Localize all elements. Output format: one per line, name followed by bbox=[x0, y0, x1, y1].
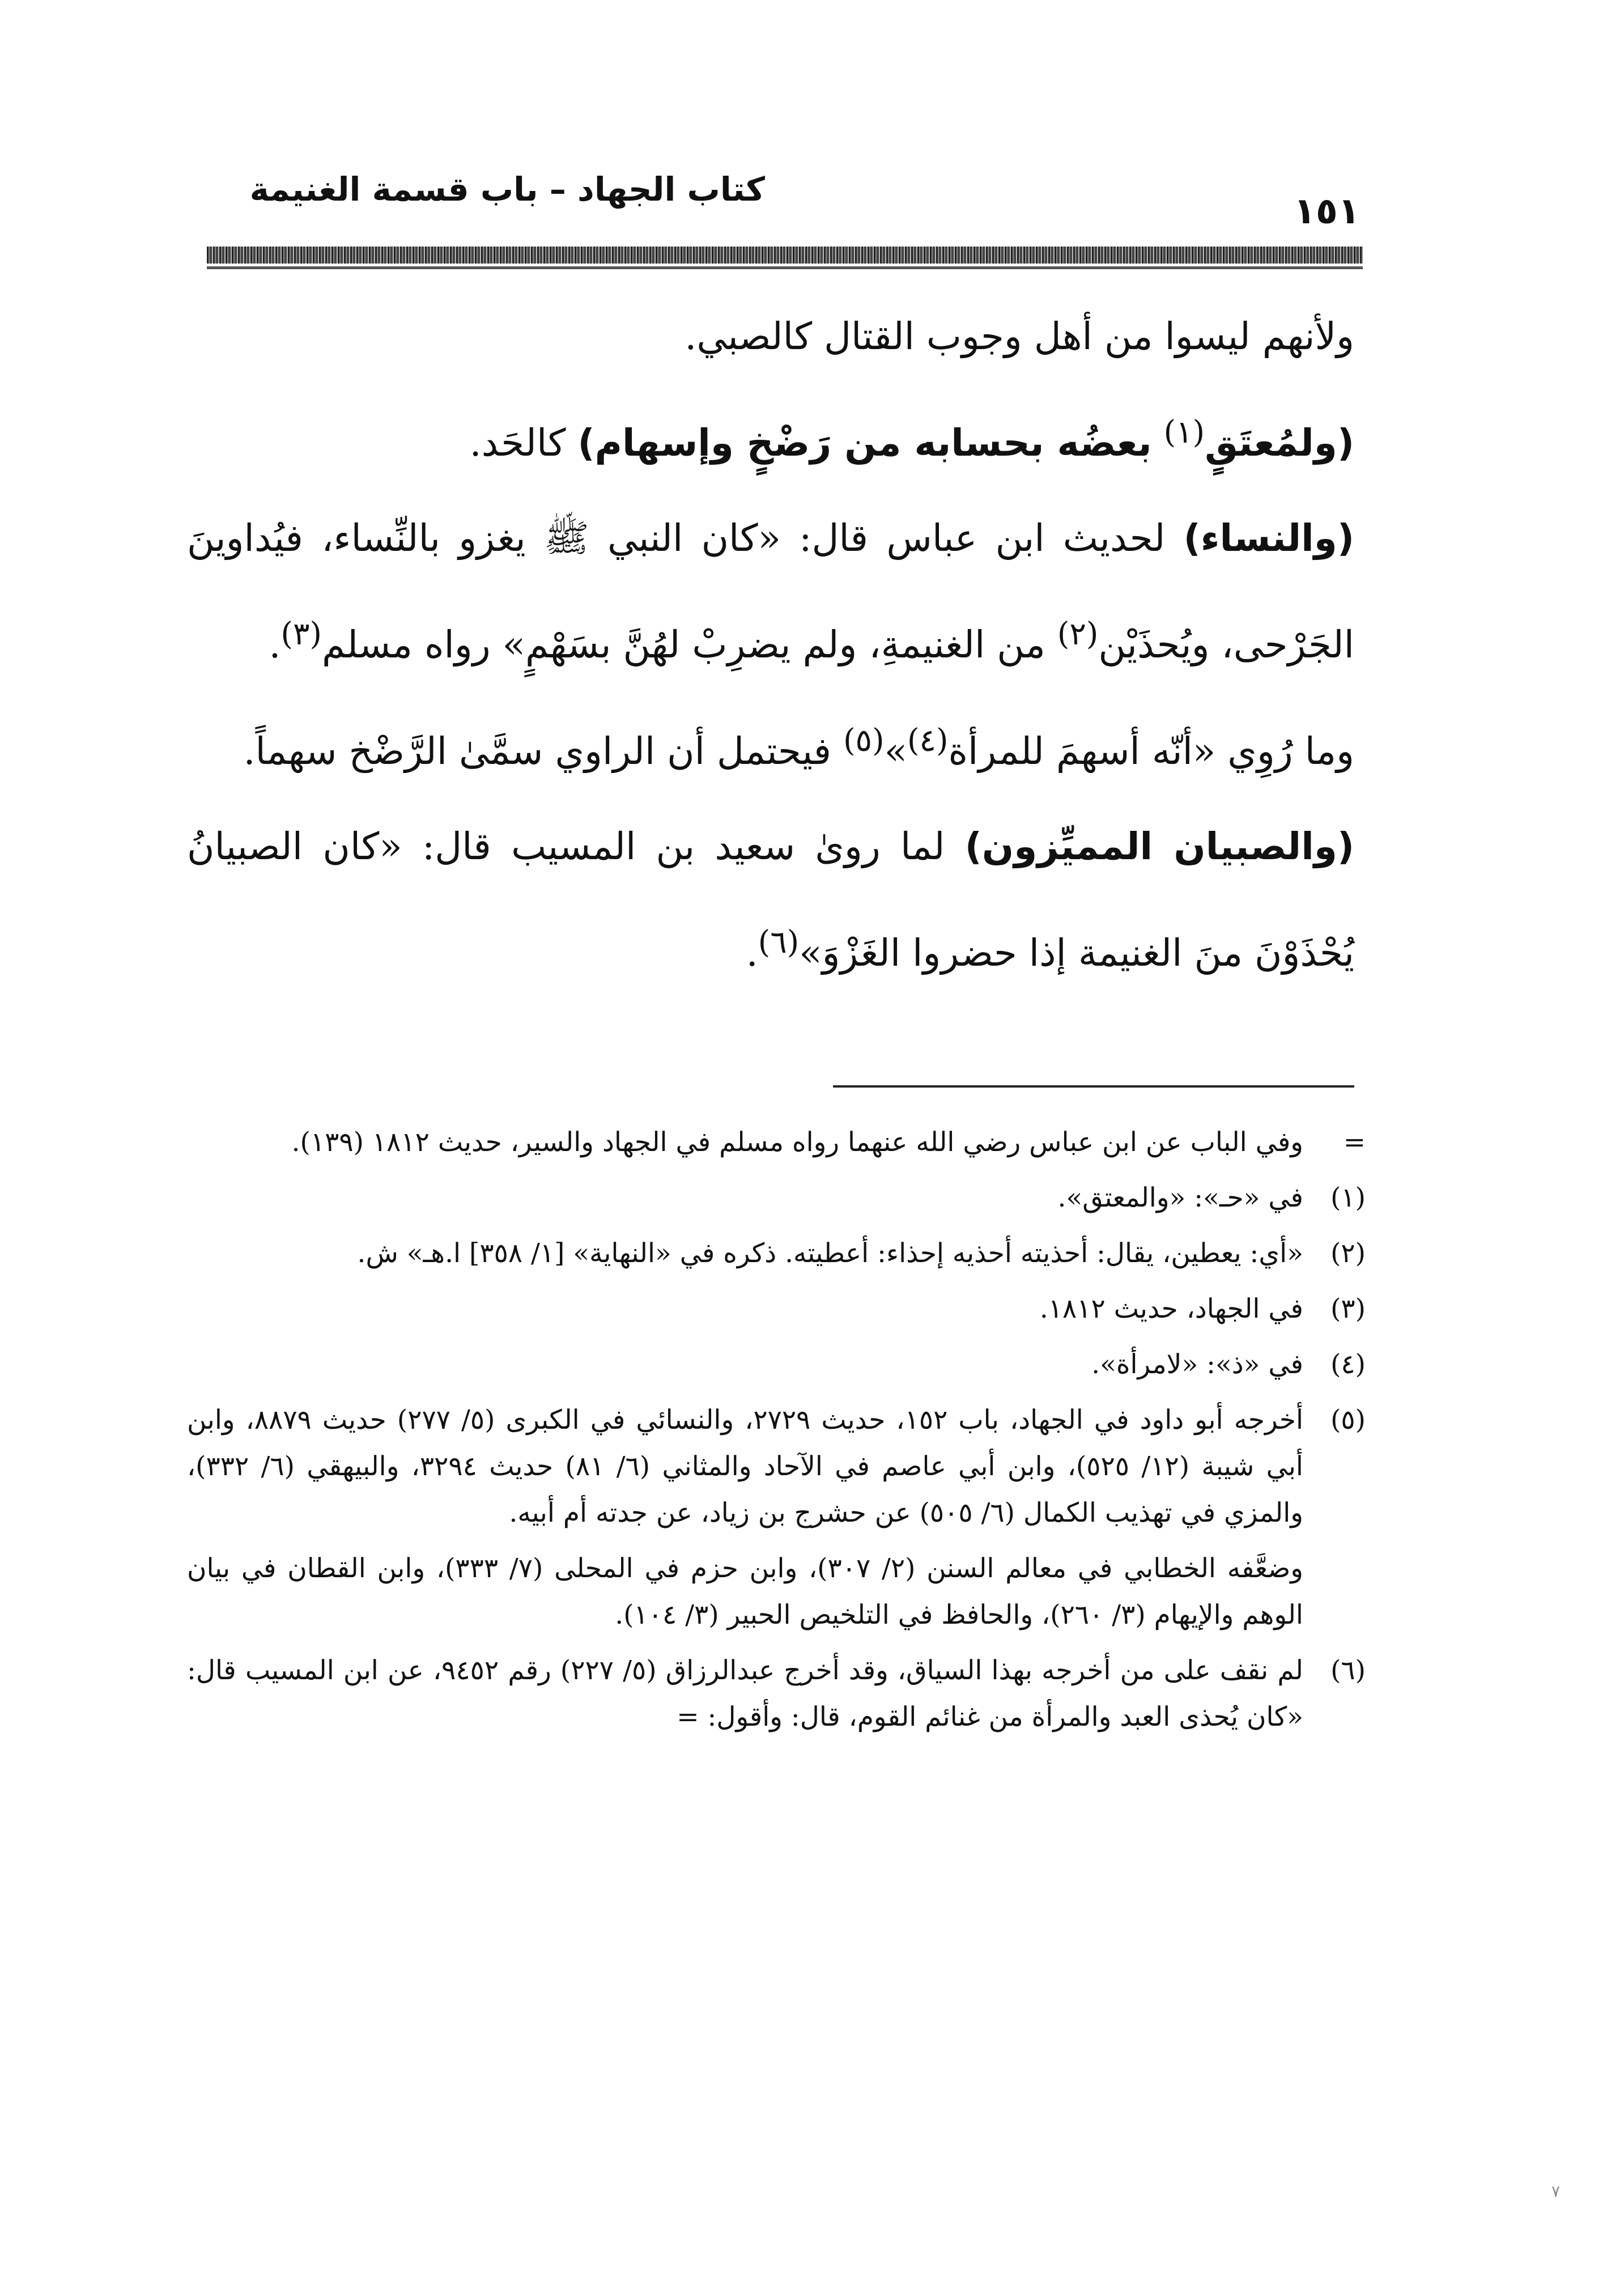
p3-end: . bbox=[269, 623, 281, 666]
p5-text: لما روىٰ سعيد بن المسيب قال: «كان الصبيانُ يُحْذَوْنَ منَ الغنيمة إذا حضروا الغَزْوَ» bbox=[187, 825, 1354, 975]
p3-text-2: من الغنيمةِ، ولم يضرِبْ لهُنَّ بسَهْمٍ» رواه مسلم bbox=[321, 623, 1045, 666]
footnote-text: أخرجه أبو داود في الجهاد، باب ١٥٢، حديث ٢٧٢٩، والنسائي في الكبرى (٥/ ٢٧٧) حديث ٨٨٧٩، وابن أبي شيبة (١٢/ ٥٢٥)، وابن أبي عاصم في الآحاد والمثاني (٦/ ٨١) حديث ٣٢٩٤، والبيهقي (٦/ ٣٣٢)، والمزي في تهذيب الكمال (٦/ ٥٠٥) عن حشرج بن زياد، عن جدته أم أبيه. bbox=[187, 1404, 1303, 1528]
footnote-ref-3: (٣) bbox=[280, 615, 322, 652]
footnote-text: في الجهاد، حديث ١٨١٢. bbox=[1039, 1293, 1303, 1324]
p2-rest: كالحَد. bbox=[469, 421, 566, 465]
footnote-number: (٣) bbox=[1330, 1293, 1366, 1324]
p4-rest: فيحتمل أن الراوي سمَّىٰ الرَّضْخ سهماً. bbox=[243, 729, 832, 773]
footnote-3 bbox=[187, 1286, 1366, 1332]
paragraph-4 bbox=[187, 693, 1354, 799]
p2-bold: (ولمُعتَقٍ bbox=[1205, 421, 1354, 465]
header-rule-thin bbox=[207, 266, 1363, 269]
p2-bold-2: بعضُه بحسابه من رَضْخٍ وإسهام) bbox=[577, 421, 1152, 465]
footnote-ref-6: (٦) bbox=[758, 924, 800, 960]
p5-end: . bbox=[746, 931, 758, 975]
header-rule bbox=[207, 247, 1363, 264]
footnote-text: في «حـ»: «والمعتق». bbox=[1057, 1182, 1303, 1213]
continuation-mark: = bbox=[1343, 1127, 1366, 1158]
p3-bold: (والنساء) bbox=[1183, 516, 1354, 560]
paragraph-2 bbox=[187, 384, 1354, 491]
footnote-1 bbox=[187, 1175, 1366, 1221]
footnote-6 bbox=[187, 1647, 1366, 1740]
footnote-ref-4: (٤) bbox=[907, 722, 949, 758]
p1-text: ولأنهم ليسوا من أهل وجوب القتال كالصبي. bbox=[685, 315, 1354, 358]
continuation-text: وفي الباب عن ابن عباس رضي الله عنهما رواه مسلم في الجهاد والسير، حديث ١٨١٢ (١٣٩). bbox=[291, 1127, 1303, 1158]
footnotes bbox=[187, 1119, 1366, 1750]
footnote-number: (١) bbox=[1330, 1182, 1366, 1213]
footnote-text: «أي: يعطين، يقال: أحذيته أحذيه إحذاء: أعطيته. ذكره في «النهاية» [١/ ٣٥٨] ا.هـ» ش. bbox=[357, 1238, 1303, 1269]
footnote-ref-5: (٥) bbox=[843, 722, 885, 758]
footnote-ref-1: (١) bbox=[1163, 414, 1205, 450]
footnote-number: (٥) bbox=[1330, 1404, 1366, 1436]
p5-bold: (والصبيان المميِّزون) bbox=[964, 825, 1355, 868]
footnote-4 bbox=[187, 1341, 1366, 1388]
paragraph-5 bbox=[187, 799, 1354, 1001]
footnote-5-continued: وضعَّفه الخطابي في معالم السنن (٢/ ٣٠٧)، وابن حزم في المحلى (٧/ ٣٣٣)، وابن القطان في بيان الوهم والإيهام (٣/ ٢٦٠)، والحافظ في التلخيص الحبير (٣/ ١٠٤). bbox=[187, 1553, 1303, 1630]
running-header-title: كتاب الجهاد – باب قسمة الغنيمة bbox=[249, 170, 765, 209]
footnote-number: (٢) bbox=[1330, 1238, 1366, 1269]
footnote-text: في «ذ»: «لامرأة». bbox=[1091, 1349, 1303, 1380]
p3-text: لحديث ابن عباس قال: «كان النبي ﷺ يغزو بالنِّساء، فيُداوينَ الجَرْحى، ويُحذَيْن bbox=[187, 516, 1354, 666]
footnote-ref-2: (٢) bbox=[1057, 615, 1099, 652]
paragraph-3 bbox=[187, 491, 1354, 693]
page-number: ١٥١ bbox=[1293, 190, 1360, 232]
footnote-5 bbox=[187, 1397, 1366, 1536]
p4-mid: » bbox=[884, 729, 907, 773]
footnote-text: لم نقف على من أخرجه بهذا السياق، وقد أخرج عبدالرزاق (٥/ ٢٢٧) رقم ٩٤٥٢، عن ابن المسيب قال: «كان يُحذى العبد والمرأة من غنائم القوم، قال: وأقول: = bbox=[187, 1655, 1303, 1733]
paragraph-1 bbox=[187, 289, 1354, 384]
footnote-continuation bbox=[187, 1119, 1366, 1166]
footnote-number: (٤) bbox=[1330, 1349, 1366, 1380]
footnote-number: (٦) bbox=[1330, 1655, 1366, 1686]
corner-mark: ٧ bbox=[1551, 2182, 1561, 2201]
main-text bbox=[187, 289, 1354, 1001]
footnote-2 bbox=[187, 1230, 1366, 1277]
footnote-separator bbox=[833, 1085, 1354, 1088]
p4-text: وما رُوِي «أنّه أسهمَ للمرأة bbox=[948, 729, 1354, 773]
